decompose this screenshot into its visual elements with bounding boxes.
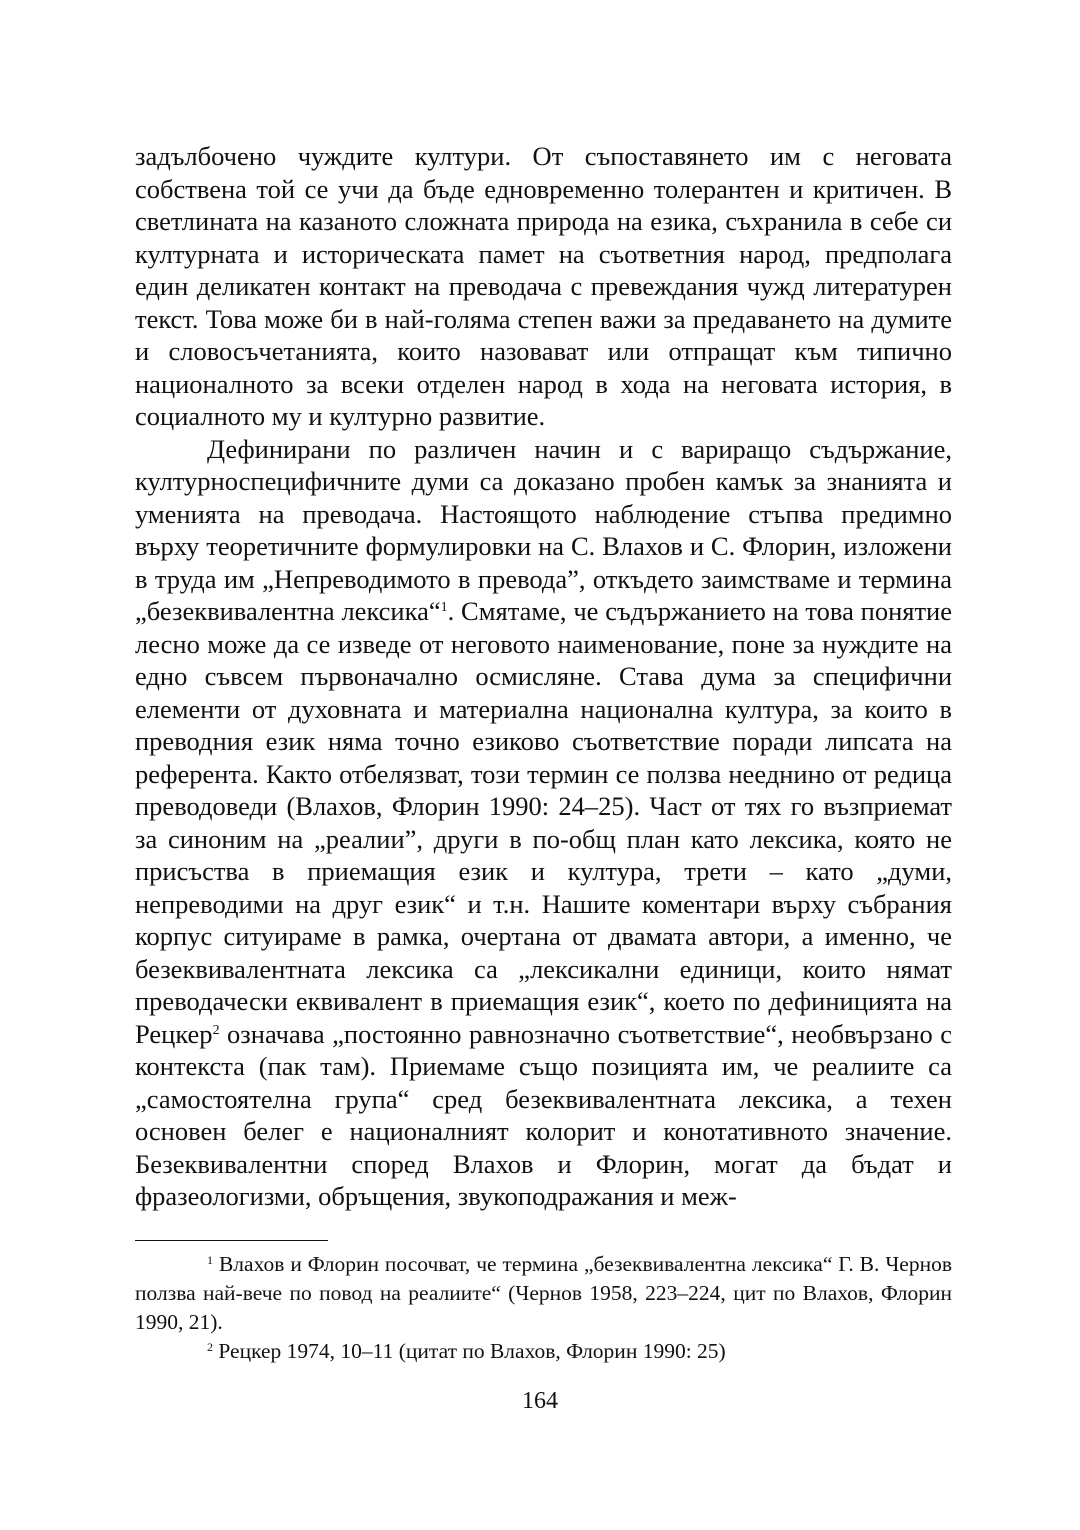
paragraph-2 xyxy=(135,433,952,1213)
paragraph-2-part-2: . Смятаме, че съдържанието на това понятие лесно може да се изведе от неговото наименование, поне за нуждите на едно съвсем първоначално осмисляне. Става дума за специфични елементи от духовната и материална национална култура, за които в преводния език няма точно езиково съответствие поради липсата на референта. Както отбелязват, този термин се ползва нееднино от редица преводоведи (Влахов, Флорин 1990: 24–25). Част от тях го възприемат за синоним на „реалии”, други в по-общ план като лексика, която не присъства в приемащия език и култура, трети – като „думи, непреводими на друг език“ и т.н. Нашите коментари върху събрания корпус ситуираме в рамка, очертана от двамата автори, а именно, че безеквивалентната лексика са „лексикални единици, които нямат преводачески еквивалент в приемащия език“, което по дефиницията на Рецкер xyxy=(135,596,952,1049)
paragraph-2-part-1: Дефинирани по различен начин и с вариращо съдържание, културноспецифичните думи са доказано пробен камък за знанията и уменията на преводача. Настоящото наблюдение стъпва предимно върху теоретичните формулировки на С. Влахов и С. Флорин, изложени в труда им „Непреводимото в превода”, откъдето заимстваме и термина „безеквивалентна лексика“ xyxy=(135,433,952,626)
footnote-number-2: 2 xyxy=(207,1340,213,1354)
footnote-divider xyxy=(135,1240,328,1241)
main-text xyxy=(135,140,952,1213)
footnotes xyxy=(135,1250,952,1366)
paragraph-2-part-3: означава „постоянно равнозначно съответствие“, необвързано с контекста (пак там). Приемаме също позицията им, че реалиите са „самостоятелна група“ сред безеквивалентната лексика, а техен основен белег е националният колорит и конотативното значение. Безеквивалентни според Влахов и Флорин, могат да бъдат и фразеологизми, обръщения, звукоподражания и меж- xyxy=(135,1018,952,1211)
footnote-ref-1[interactable]: 1 xyxy=(440,600,448,615)
page-number: 164 xyxy=(522,1388,558,1414)
footnote-2-text: Рецкер 1974, 10–11 (цитат по Влахов, Флорин 1990: 25) xyxy=(213,1339,726,1363)
footnote-1-text: Влахов и Флорин посочват, че термина „безеквивалентна лексика“ Г. В. Чернов ползва най-вече по повод на реалиите“ (Чернов 1958, 223–224, цит по Влахов, Флорин 1990, 21). xyxy=(135,1252,952,1334)
footnote-1 xyxy=(135,1250,952,1337)
paragraph-1: задълбочено чуждите култури. От съпоставянето им с неговата собствена той се учи да бъде едновременно толерантен и критичен. В светлината на казаното сложната природа на езика, съхранила в себе си културната и историческата памет на съответния народ, предполага един деликатен контакт на преводача с превеждания чужд литературен текст. Това може би в най-голяма степен важи за предаването на думите и словосъчетанията, които назовават или отпращат към типично националното за всеки отделен народ в хода на неговата история, в социалното му и културно развитие. xyxy=(135,141,952,431)
footnote-2 xyxy=(135,1337,952,1366)
footnote-number-1: 1 xyxy=(207,1253,213,1267)
footnote-ref-2[interactable]: 2 xyxy=(212,1022,220,1038)
